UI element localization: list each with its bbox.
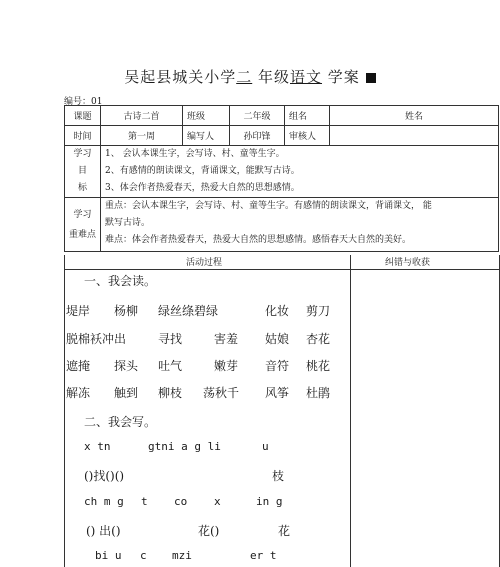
word: 遮掩 [66,359,91,373]
author-value: 孙印锋 [230,126,285,146]
word: 音符 [265,359,290,373]
class-value: 二年级 [230,106,285,126]
topic-label: 课题 [65,106,101,126]
word: 剪刀 [306,304,331,318]
pinyin-text: t [141,495,148,508]
word: 解冻 [66,386,91,400]
reviewer-value [330,126,499,146]
word: 堤岸 [66,304,91,318]
objective-item: 1、 会认本课生字，会写诗、村、童等生字。 [105,149,285,159]
word: 桃花 [306,359,331,373]
word: 探头 [114,359,139,373]
column-divider [350,255,351,567]
pinyin-text: ch m g [84,495,124,508]
fill-blank-text: ()找()() [84,469,125,483]
pinyin-text: bi u [95,549,122,562]
word: 荡秋千 [203,386,240,400]
word: 吐气 [158,359,183,373]
section-write-heading: 二、我会写。 [84,415,157,429]
word: 脱棉袄冲出 [66,332,127,346]
word: 杜鹃 [306,386,331,400]
pinyin-text: u [262,440,269,453]
topic-value: 古诗二首 [101,106,183,126]
word: 姑娘 [265,332,290,346]
objectives-label-line1: 学习 目 [73,149,92,176]
grade-blank: 二 [236,68,253,86]
fill-blank-text: () 出() [86,524,121,538]
section-read-heading: 一、我会读。 [84,274,157,288]
objectives-content [101,146,499,198]
header-divider [65,269,499,270]
key-points-row [65,198,499,252]
fill-blank-text: 花() [198,524,220,538]
objectives-row [65,146,499,198]
reviewer-label: 审核人 [285,126,330,146]
key-label-line2: 重难点 [69,229,97,240]
page-title [0,66,500,87]
class-label: 班级 [183,106,230,126]
word: 嫩芽 [214,359,239,373]
correction-header: 纠错与收获 [385,258,431,268]
key-points-label [65,198,101,252]
difficulty-line: 难点：体会作者热爱春天，热爱大自然的思想感情。感悟春天大自然的美好。 [105,235,412,245]
pinyin-text: mzi [172,549,192,562]
school-name: 吴起县城关小学 [124,68,237,86]
name-label: 姓名 [330,106,499,126]
fill-blank-text: 枝 [272,469,285,483]
objectives-label [65,146,101,198]
info-row-topic [65,106,499,126]
word: 柳枝 [158,386,183,400]
word: 害羞 [214,332,239,346]
grade-suffix: 年级 [252,68,290,86]
key-label-line1: 学习 [73,209,92,220]
pinyin-text: co [174,495,188,508]
fill-blank-text: 花 [278,524,291,538]
word: 杏花 [306,332,331,346]
subject-blank: 语文 [290,68,323,86]
key-point-line: 重点：会认本课生字，会写诗、村、童等生字。有感情的朗读课文，背诵课文， 能 [105,201,432,211]
word: 绿丝绦碧绿 [158,304,219,318]
word: 寻找 [158,332,183,346]
time-value: 第一周 [101,126,183,146]
word: 化妆 [265,304,290,318]
objective-item: 3、体会作者热爱春天，热爱大自然的思想感情。 [105,183,300,193]
group-label: 组名 [285,106,330,126]
document-code: 编号：01 [64,97,103,107]
title-rest: 学案 [322,68,360,86]
word: 触到 [114,386,139,400]
key-point-line: 默写古诗。 [105,218,151,228]
lesson-info-table [64,105,499,252]
objectives-label-line2: 标 [77,183,87,193]
activity-header: 活动过程 [186,258,223,268]
pinyin-text: er t [250,549,277,562]
pinyin-text: in g [256,495,283,508]
key-points-content [101,198,499,252]
author-label: 编写人 [183,126,230,146]
pinyin-text: x tn [84,440,111,453]
pinyin-text: c [140,549,147,562]
word: 风筝 [265,386,290,400]
word: 杨柳 [114,304,139,318]
info-row-time [65,126,499,146]
objective-item: 2、有感情的朗读课文，背诵课文，能默写古诗。 [105,166,300,176]
pinyin-text: gtni a g li [148,440,221,453]
time-label: 时间 [65,126,101,146]
pinyin-text: x [214,495,221,508]
black-square-icon [366,73,376,83]
